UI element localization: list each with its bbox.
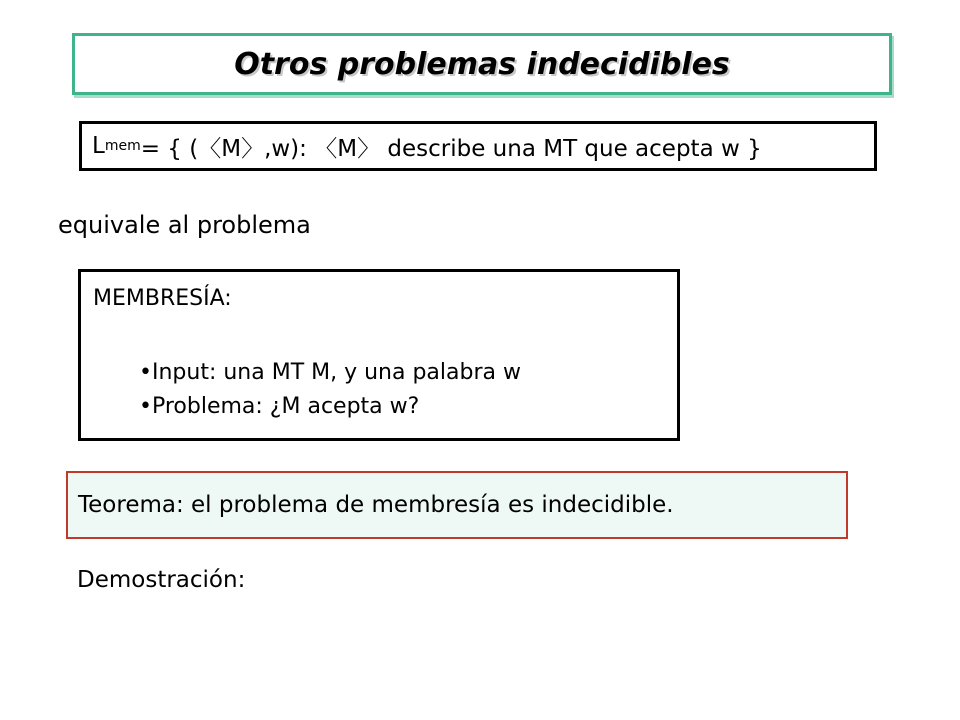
teorema-box — [66, 471, 848, 539]
lmem-definition-box — [79, 121, 877, 171]
equivale-text: equivale al problema — [58, 211, 311, 239]
membresia-heading: MEMBRESÍA: — [93, 286, 232, 311]
lmem-definition: = { (〈M〉,w): 〈M〉 describe una MT que acepta w } — [140, 135, 762, 162]
lmem-subscript: mem — [104, 138, 141, 154]
demostracion-text: Demostración: — [77, 567, 246, 593]
membresia-box — [78, 269, 680, 441]
membresia-input-item: •Input: una MT M, y una palabra w — [139, 360, 521, 385]
lmem-symbol: L — [92, 133, 105, 159]
membresia-problema-item: •Problema: ¿M acepta w? — [139, 394, 420, 419]
slide-title: Otros problemas indecidibles — [234, 46, 730, 82]
title-box — [72, 33, 892, 95]
teorema-text: Teorema: el problema de membresía es indecidible. — [78, 492, 674, 518]
